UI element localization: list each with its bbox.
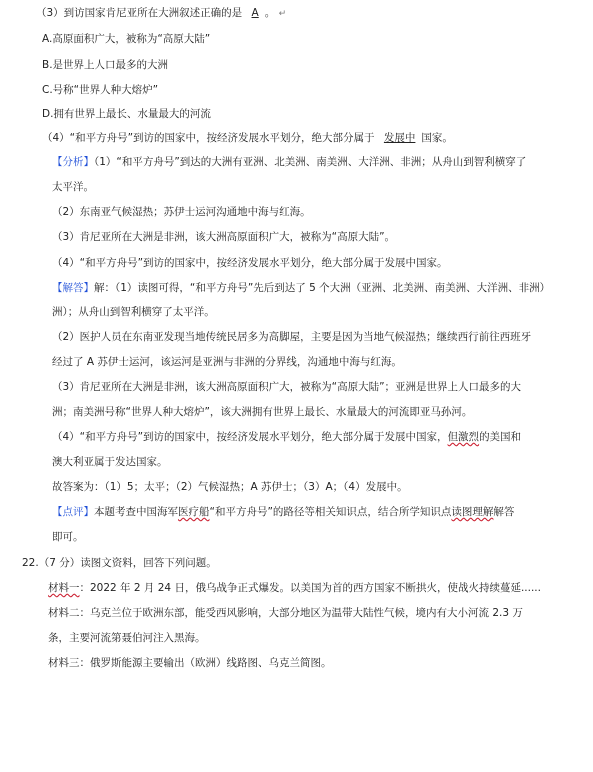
analysis-p2: （2）东南亚气候湿热；苏伊士运河沟通地中海与红海。 bbox=[52, 206, 311, 218]
q22-material3: 材料三：俄罗斯能源主要输出（欧洲）线路图、乌克兰简图。 bbox=[48, 657, 332, 669]
solution-p3-line1: （3）肯尼亚所在大洲是非洲，该大洲高原面积广大，被称为“高原大陆”；亚洲是世界上人口最多的大 bbox=[52, 381, 522, 393]
solution-p1-line1: 【解答】解：（1）读图可得，“和平方舟号”先后到达了 5 个大洲（亚洲、北美洲、南美洲、大洋洲、非洲） bbox=[52, 282, 551, 294]
q22-material1: 材料一：2022 年 2 月 24 日，俄乌战争正式爆发。以美国为首的西方国家不断拱火，使战火持续蔓延...... bbox=[48, 582, 541, 594]
analysis-p4: （4）“和平方舟号”到访的国家中，按经济发展水平划分，绝大部分属于发展中国家。 bbox=[52, 257, 448, 269]
comment-line2: 即可。 bbox=[52, 531, 84, 543]
analysis-p3: （3）肯尼亚所在大洲是非洲，该大洲高原面积广大，被称为“高原大陆”。 bbox=[52, 231, 396, 243]
q3-option-d: D.拥有世界上最长、水量最大的河流 bbox=[42, 108, 211, 120]
q3-answer: A bbox=[251, 7, 259, 19]
solution-p1-line2: 洲）；从舟山到智利横穿了太平洋。 bbox=[52, 306, 215, 318]
solution-p2-line2: 经过了 A 苏伊士运河，该运河是亚洲与非洲的分界线，沟通地中海与红海。 bbox=[52, 356, 402, 368]
analysis-p1-line2: 太平洋。 bbox=[52, 181, 94, 193]
q3-option-c: C.号称“世界人种大熔炉” bbox=[42, 84, 159, 96]
q4-answer: 发展中 bbox=[383, 132, 416, 144]
q3-option-b: B.是世界上人口最多的大洲 bbox=[42, 59, 169, 71]
solution-p3-line2: 洲；南美洲号称“世界人种大熔炉”，该大洲拥有世界上最长、水量最大的河流即亚马孙河。 bbox=[52, 406, 473, 418]
q22-title: 22.（7 分）读图文资料，回答下列问题。 bbox=[22, 557, 217, 569]
solution-p2-line1: （2）医护人员在东南亚发现当地传统民居多为高脚屋，主要是因为当地气候湿热；继续西行前往西班牙 bbox=[52, 331, 532, 343]
q22-material2-line2: 条，主要河流第聂伯河注入黑海。 bbox=[48, 632, 206, 644]
q4-stem: （4）“和平方舟号”到访的国家中，按经济发展水平划分，绝大部分属于 发展中 国家。 bbox=[42, 132, 453, 144]
q3-option-a: A.高原面积广大，被称为“高原大陆” bbox=[42, 33, 211, 45]
analysis-p1-line1: 【分析】（1）“和平方舟号”到达的大洲有亚洲、北美洲、南美洲、大洋洲、非洲；从舟山到智利横穿了 bbox=[52, 156, 527, 168]
q3-stem: （3）到访国家肯尼亚所在大洲叙述正确的是 A 。 ↵ bbox=[36, 7, 287, 19]
comment-line1: 【点评】本题考查中国海军医疗船“和平方舟号”的路径等相关知识点，结合所学知识点读图理解解答 bbox=[52, 506, 515, 518]
solution-p4-line1: （4）“和平方舟号”到访的国家中，按经济发展水平划分，绝大部分属于发展中国家，但激烈的美国和 bbox=[52, 431, 522, 443]
solution-p4-line2: 澳大利亚属于发达国家。 bbox=[52, 456, 168, 468]
analysis-tag: 【分析】 bbox=[52, 156, 94, 168]
paragraph-mark-icon: ↵ bbox=[278, 9, 287, 19]
comment-tag: 【点评】 bbox=[52, 506, 94, 518]
solution-answer: 故答案为：（1）5；太平；（2）气候湿热；A 苏伊士；（3）A；（4）发展中。 bbox=[52, 481, 408, 493]
solution-tag: 【解答】 bbox=[52, 282, 94, 294]
q22-material2-line1: 材料二：乌克兰位于欧洲东部，能受西风影响，大部分地区为温带大陆性气候，境内有大小河流 2.3 万 bbox=[48, 607, 523, 619]
